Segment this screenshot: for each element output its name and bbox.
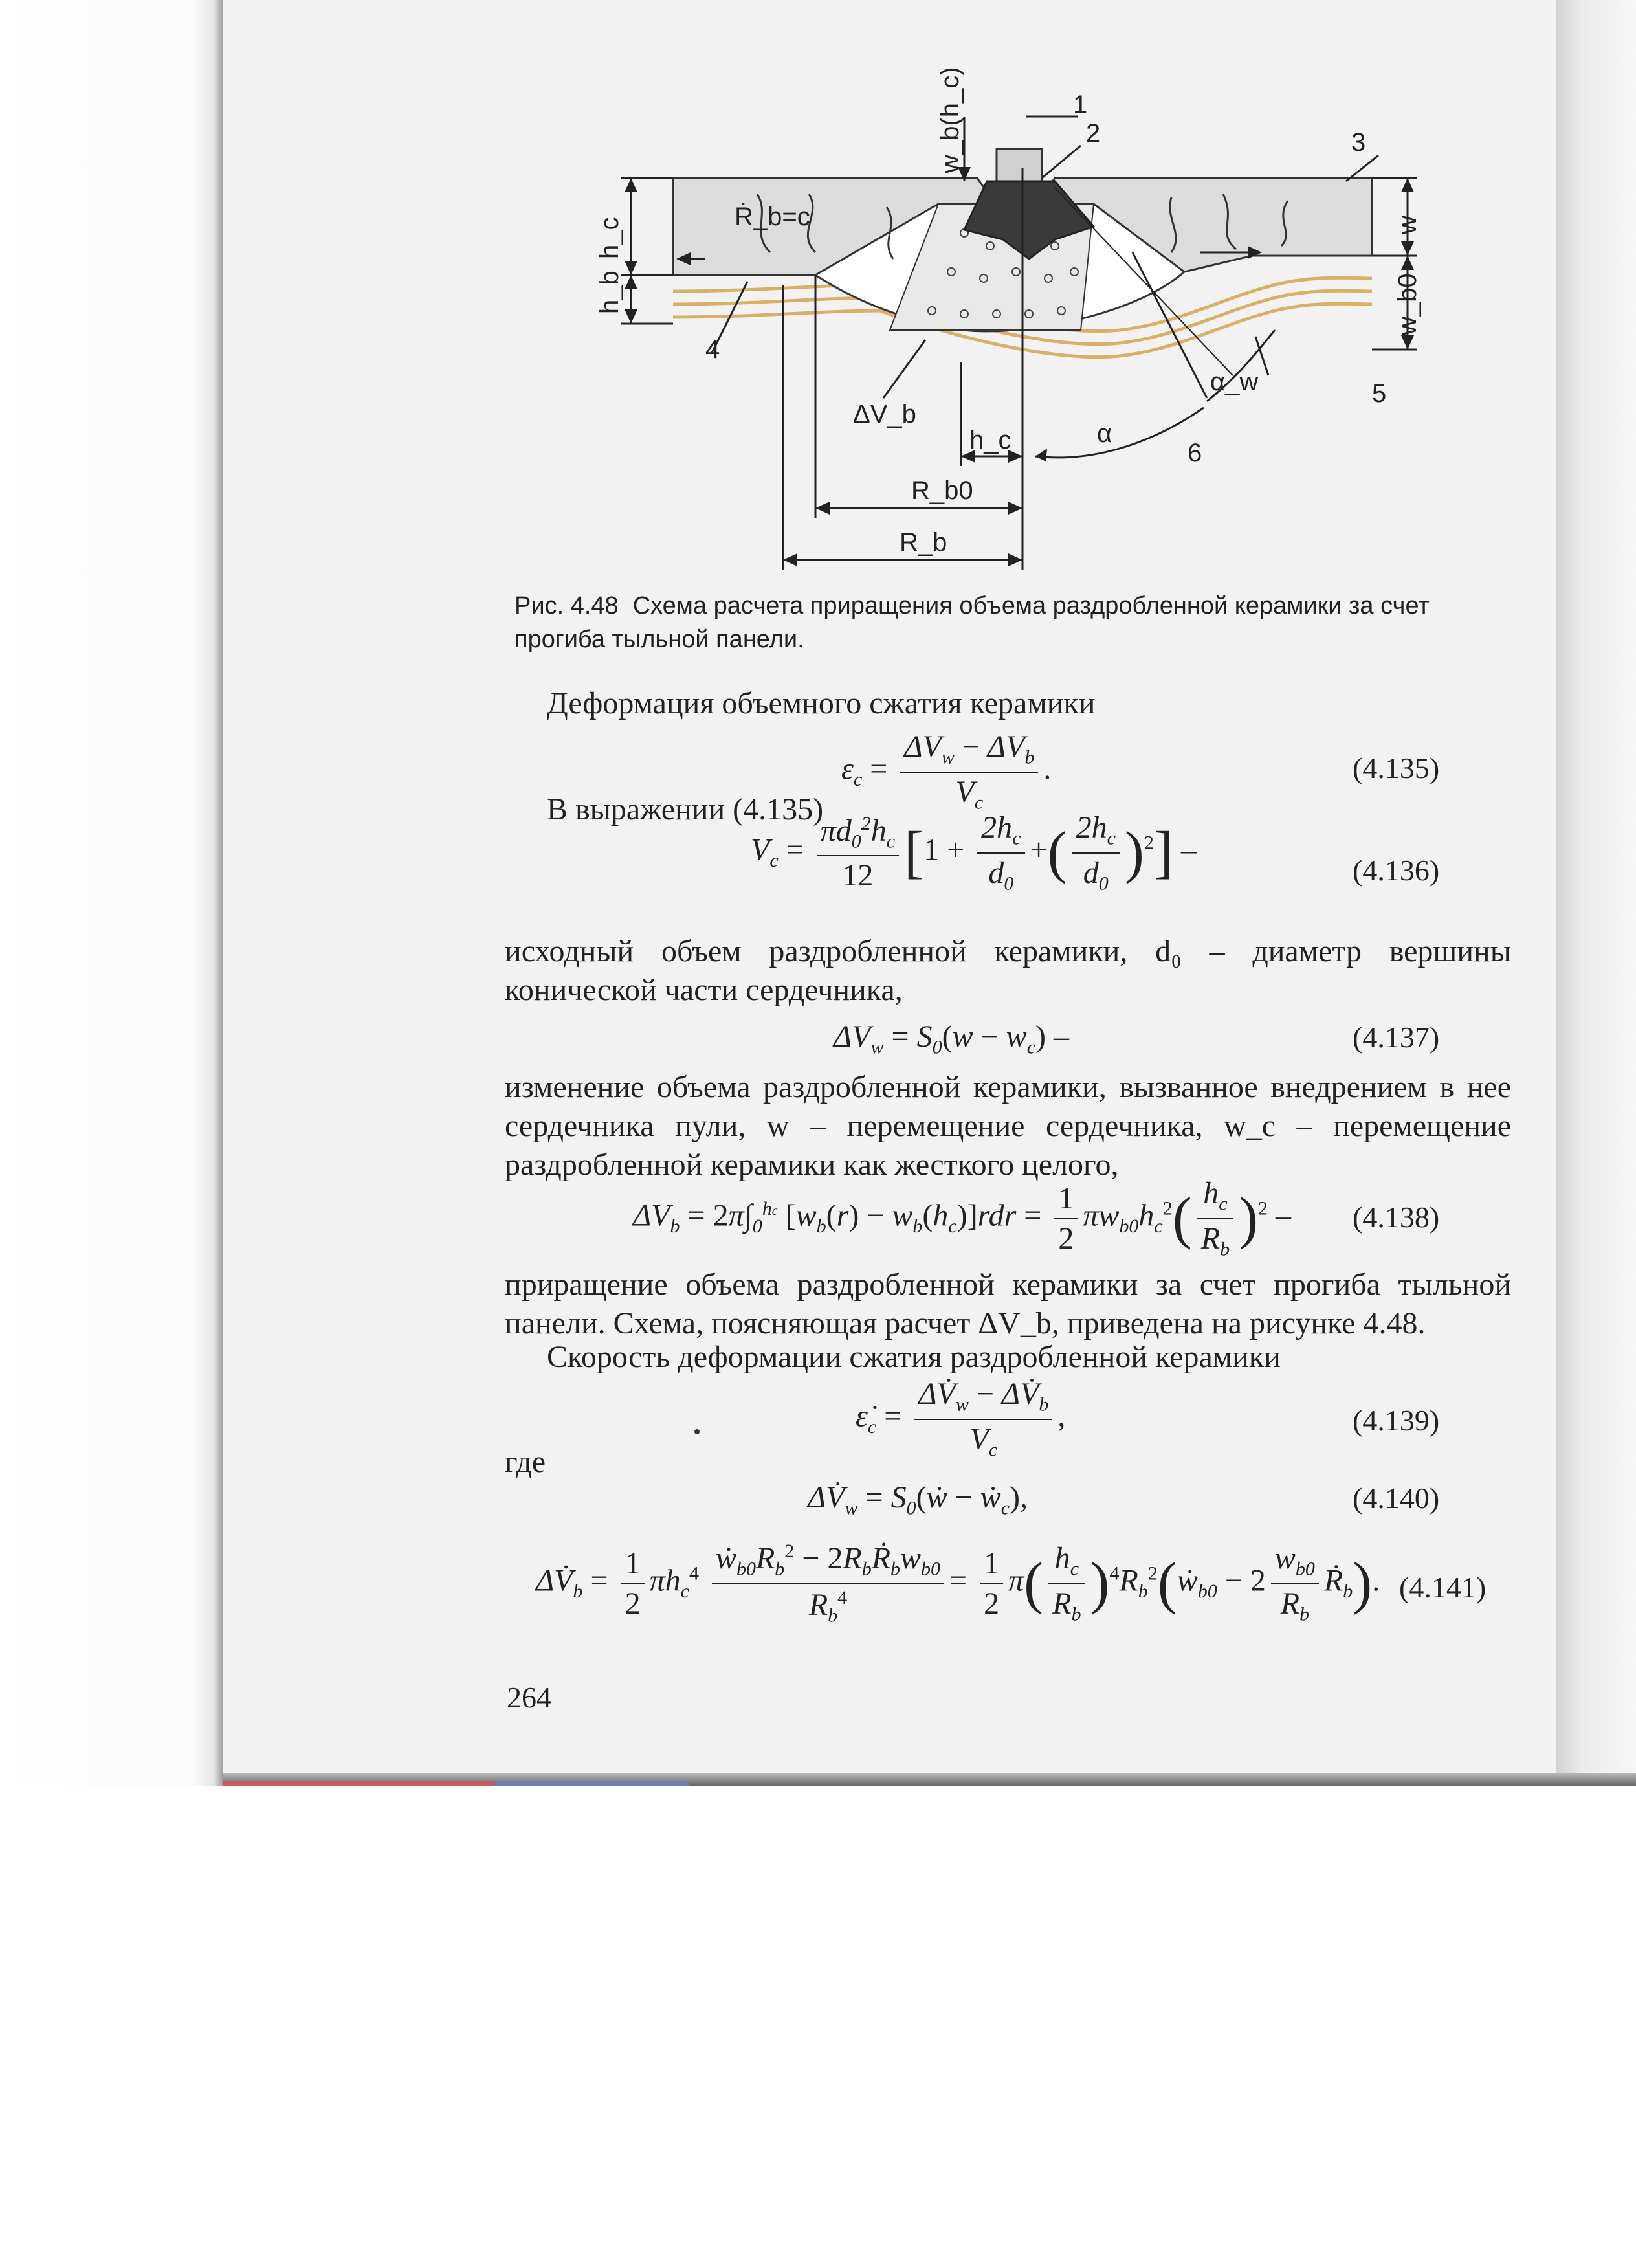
label-hc-dim: h_c <box>969 426 1011 454</box>
paragraph-6: Скорость деформации сжатия раздробленной керамики <box>547 1340 1281 1374</box>
figure-label-6: 6 <box>1188 439 1202 467</box>
equation-4-138: $\Delta V_b = 2\pi\int_0^{hc}$ $[w_b(r) - w_b(h_c)]rdr$ = $\frac{1}{2}$ $\pi w_{b0}h_c^2$( $\frac{h_c}{R_b}$ )$^2$ – <box>633 1176 1292 1260</box>
label-rb-dot: Ṙ_b=c <box>735 203 810 231</box>
eq-number-4-140: (4.140) <box>1353 1482 1440 1515</box>
paragraph-2: В выражении (4.135) <box>547 792 824 827</box>
equation-4-135: $\varepsilon_c$ = $\frac{\Delta V_w - \Delta V_b}{V_c}$ . <box>841 729 1052 814</box>
eq-number-4-136: (4.136) <box>1353 854 1440 887</box>
label-alpha: α <box>1097 419 1112 448</box>
label-alpha-w: α_w <box>1210 368 1259 396</box>
paragraph-1: Деформация объемного сжатия керамики <box>547 686 1096 720</box>
paragraph-3: исходный объем раздробленной керамики, d₀ – диаметр вершины конической части сердечника, <box>505 934 1511 1007</box>
eq-number-4-141: (4.141) <box>1399 1571 1487 1604</box>
figure-label-3: 3 <box>1351 128 1366 157</box>
caption-text: Схема расчета приращения объема раздробленной керамики за счет прогиба тыльной панели. <box>514 592 1430 653</box>
label-wb0: w_b0 <box>1393 273 1422 335</box>
equation-4-140: $\Delta V̇_w$ = $S_0(ẇ$ − ẇ$_c$), <box>808 1480 1028 1519</box>
label-wb-hc: w_b(h_c) <box>936 67 964 173</box>
figure-label-2: 2 <box>1086 119 1101 148</box>
eq-number-4-137: (4.137) <box>1353 1021 1440 1054</box>
figure-drawing <box>602 91 1437 583</box>
label-delta-vb: ΔV_b <box>853 400 916 428</box>
page-edge <box>1556 0 1636 1786</box>
figure-caption <box>514 589 1511 656</box>
label-rb: R_b <box>900 528 947 557</box>
label-hc: h_c <box>595 217 624 259</box>
label-w: w <box>1393 216 1422 234</box>
page-number: 264 <box>507 1681 551 1714</box>
label-rb0: R_b0 <box>911 476 973 505</box>
figure-label-4: 4 <box>705 335 720 364</box>
equation-4-137: $\Delta V_w = S_0(w - w_c)$ – <box>834 1019 1069 1058</box>
eq-number-4-138: (4.138) <box>1353 1201 1440 1234</box>
equation-4-141: $\Delta V̇_b$ = $\frac{1}{2}$ $\pi h_c^4$ $\frac{ẇ_{b0}R_b^2 - 2R_bṘ_bw_{b0}}{R_b^4}$ = $\frac{1}{2}$ π( $\frac{h_c}{R_b}$ )$^4R_b^2(ẇ_{b0} - 2$ $\frac{w_{b0}}{R_b}$ Ṙ$_b$). <box>536 1540 1380 1627</box>
paragraph-7: где <box>505 1445 546 1479</box>
eq-number-4-139: (4.139) <box>1353 1404 1440 1437</box>
equation-4-136: $V_c$ = $\frac{\pi d_0^2h_c}{12}$ [1 + $\frac{2h_c}{d_0}$ +( $\frac{2h_c}{d_0}$ )$^2$] – <box>751 810 1197 895</box>
figure-label-5: 5 <box>1372 379 1387 408</box>
scan-speck <box>694 1429 700 1434</box>
scan-margin <box>0 0 223 1786</box>
figure-4-48 <box>595 67 1437 583</box>
equation-4-139: $\varepsiloṅ_c$ = $\frac{\Delta V̇_w - \Delta V̇_b}{V_c}$ , <box>856 1377 1066 1461</box>
caption-prefix: Рис. 4.48 <box>514 592 619 619</box>
label-hb: h_b <box>595 271 624 314</box>
figure-label-1: 1 <box>1073 91 1088 119</box>
paragraph-4: изменение объема раздробленной керамики, вызванное внедрением в нее сердечника пули, w – перемещение сердечника, w_c – перемещение раздробленной керамики как жесткого целого, <box>505 1070 1511 1182</box>
scan-blank-area <box>0 1786 1636 2268</box>
paragraph-5: приращение объема раздробленной керамики за счет прогиба тыльной панели. Схема, поясняющая расчет ΔV_b, приведена на рисунке 4.48. <box>505 1267 1511 1340</box>
eq-number-4-135: (4.135) <box>1353 751 1440 784</box>
